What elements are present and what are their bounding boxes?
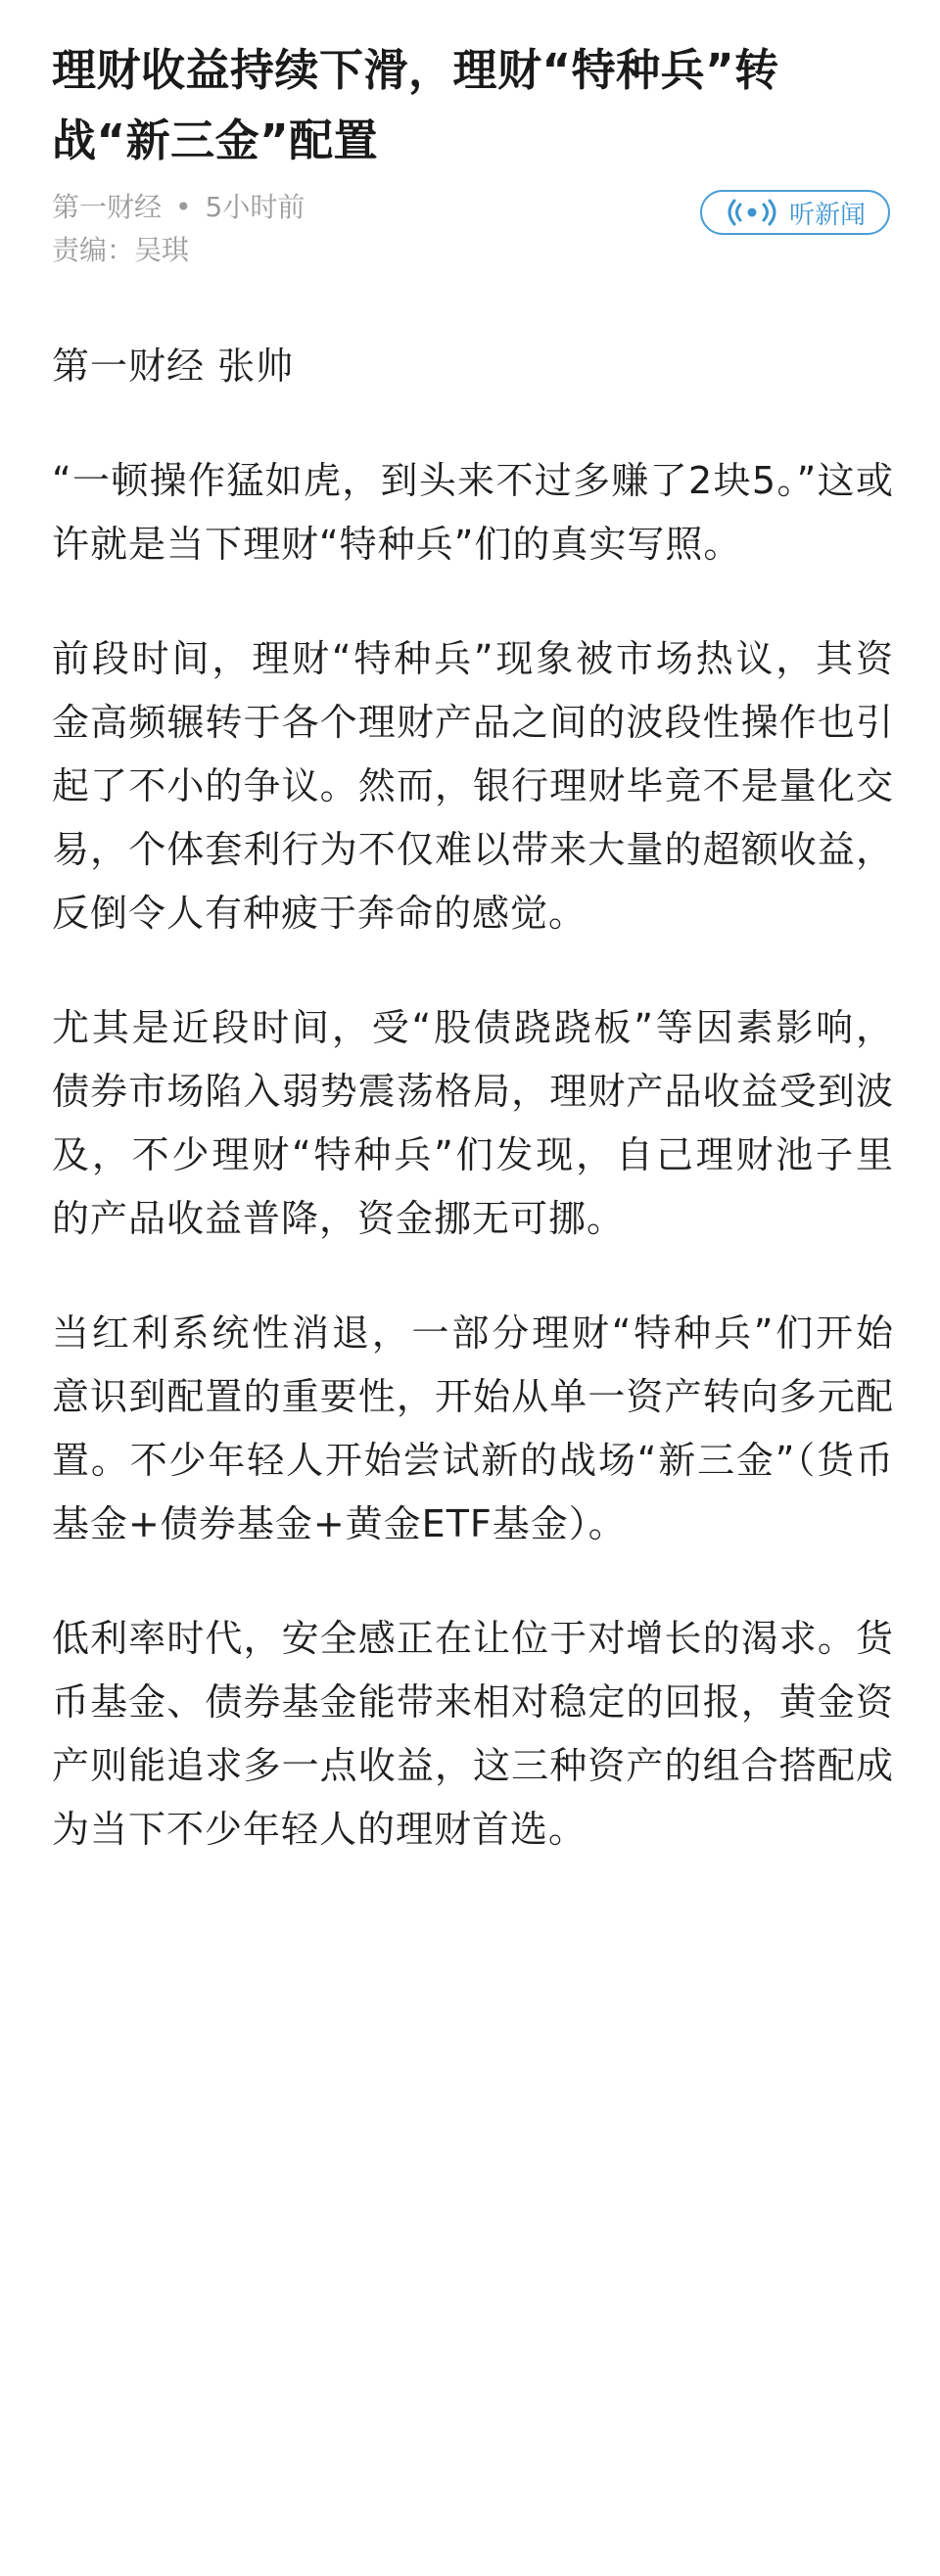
listen-news-label: 听新闻 — [788, 200, 866, 230]
editor-line: 责编：吴琪 — [52, 234, 190, 266]
article-title: 理财收益持续下滑，理财“特种兵”转战“新三金”配置 — [52, 44, 779, 166]
meta-separator: • — [175, 191, 192, 223]
source-name[interactable]: 第一财经 — [52, 191, 163, 223]
paragraph: “一顿操作猛如虎，到头来不过多赚了2块5。”这或许就是当下理财“特种兵”们的真实写照。 — [52, 459, 894, 566]
article-meta — [52, 186, 894, 294]
paragraph: 尤其是近段时间，受“股债跷跷板”等因素影响，债券市场陷入弱势震荡格局，理财产品收益受到波及，不少理财“特种兵”们发现，自己理财池子里的产品收益普降，资金挪无可挪。 — [52, 1006, 894, 1240]
publish-time: 5小时前 — [205, 191, 306, 223]
paragraph: 前段时间，理财“特种兵”现象被市场热议，其资金高频辗转于各个理财产品之间的波段性操作也引起了不小的争议。然而，银行理财毕竟不是量化交易，个体套利行为不仅难以带来大量的超额收益，反倒令人有种疲于奔命的感觉。 — [52, 637, 894, 935]
byline-paragraph: 第一财经 张帅 — [52, 345, 295, 388]
listen-news-button[interactable] — [700, 190, 890, 235]
paragraph: 当红利系统性消退，一部分理财“特种兵”们开始意识到配置的重要性，开始从单一资产转向多元配置。不少年轻人开始尝试新的战场“新三金”（货币基金+债券基金+黄金ETF基金）。 — [52, 1311, 894, 1545]
paragraph: 低利率时代，安全感正在让位于对增长的渴求。货币基金、债券基金能带来相对稳定的回报，黄金资产则能追求多一点收益，这三种资产的组合搭配成为当下不少年轻人的理财首选。 — [52, 1617, 894, 1851]
broadcast-icon — [725, 199, 779, 226]
article-body — [52, 335, 894, 1862]
